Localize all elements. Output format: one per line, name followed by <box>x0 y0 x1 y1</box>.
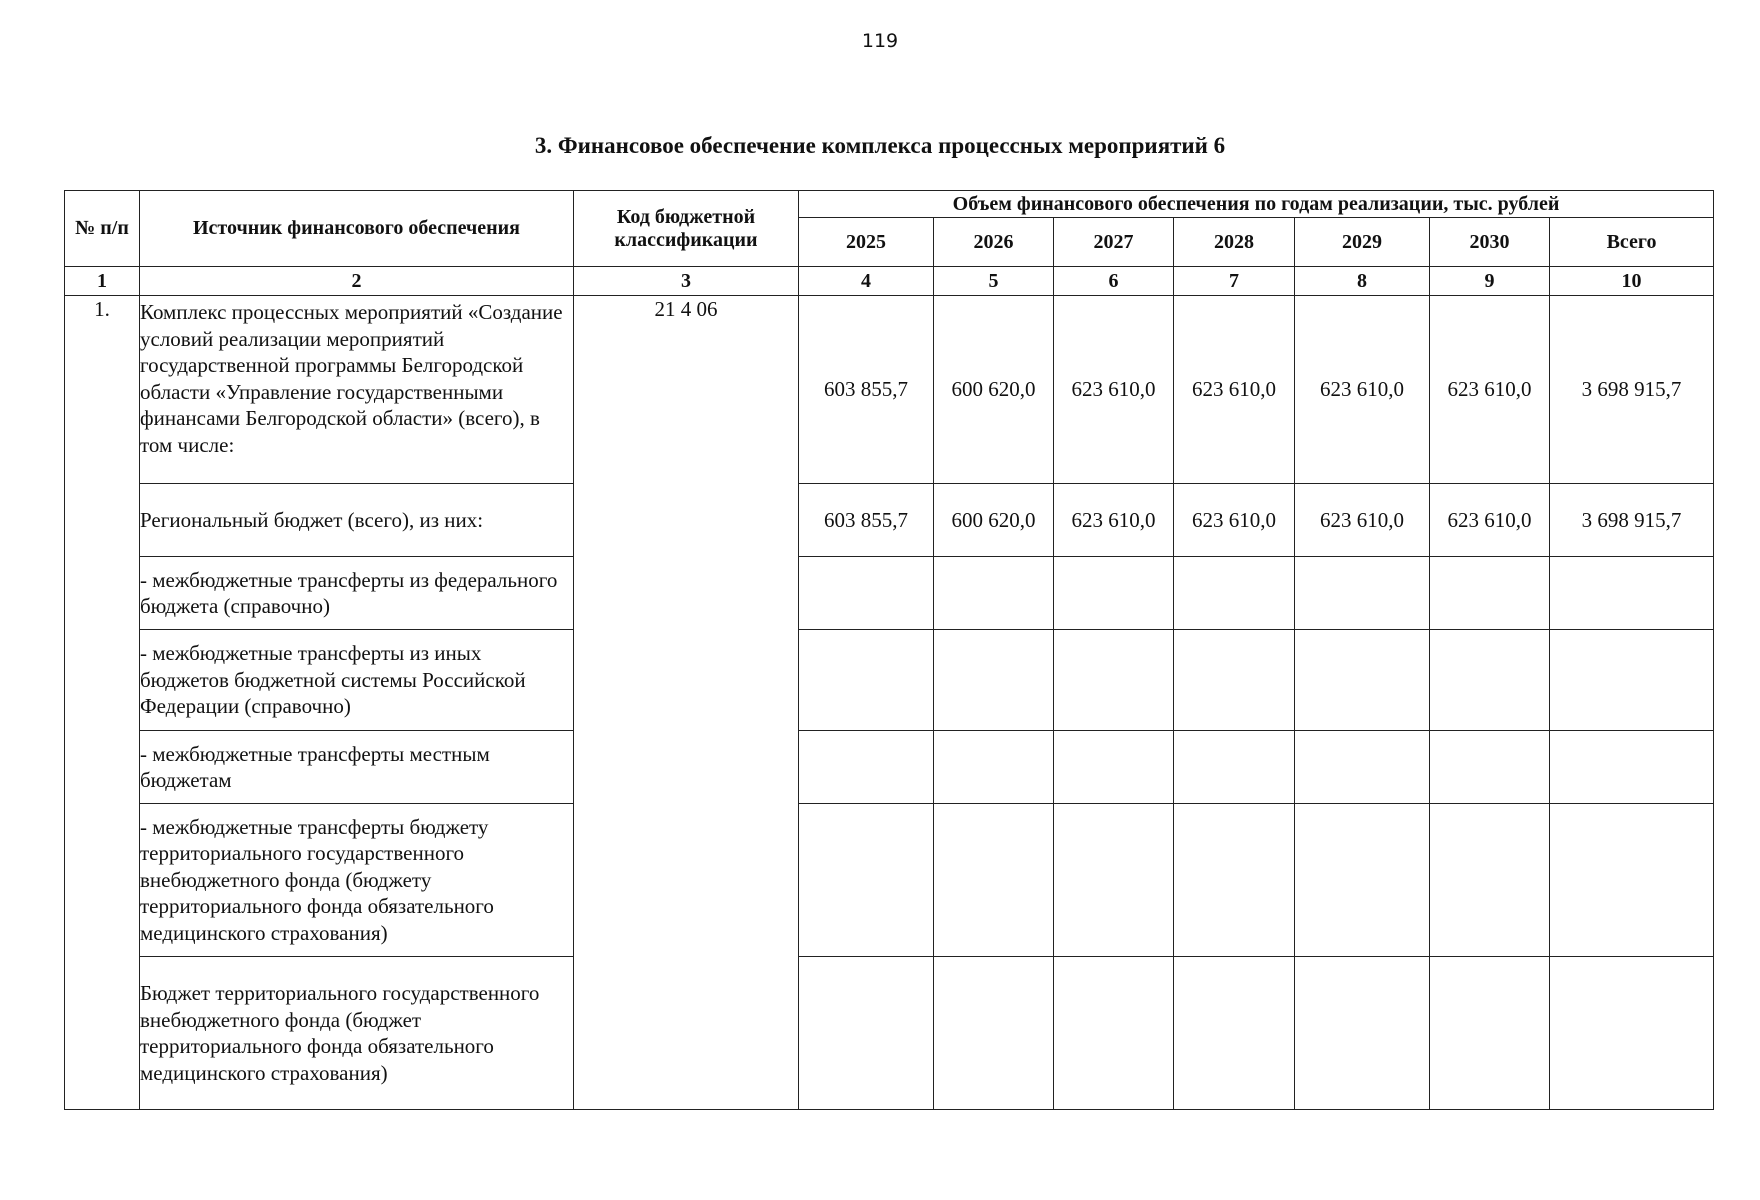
value-cell: 603 855,7 <box>799 484 934 557</box>
column-number: 1 <box>65 267 140 296</box>
value-cell: 623 610,0 <box>1054 296 1174 484</box>
column-number: 10 <box>1550 267 1714 296</box>
value-cell <box>1174 731 1295 804</box>
value-cell <box>799 957 934 1110</box>
header-year: 2026 <box>934 218 1054 267</box>
section-title: 3. Финансовое обеспечение комплекса процессных мероприятий 6 <box>534 133 1226 158</box>
value-cell: 600 620,0 <box>934 484 1054 557</box>
total-cell <box>1550 557 1714 630</box>
value-cell <box>1430 557 1550 630</box>
table-row <box>65 957 1714 1110</box>
total-cell <box>1550 804 1714 957</box>
value-cell <box>1430 630 1550 731</box>
value-cell: 600 620,0 <box>934 296 1054 484</box>
column-number: 9 <box>1430 267 1550 296</box>
source-cell: - межбюджетные трансферты из иных бюджетов бюджетной системы Российской Федерации (справочно) <box>140 630 574 731</box>
total-cell <box>1550 957 1714 1110</box>
source-cell: - межбюджетные трансферты бюджету территориального государственного внебюджетного фонда (бюджету территориального фонда обязательного медицинского страхования) <box>140 804 574 957</box>
value-cell <box>1054 804 1174 957</box>
value-cell <box>1430 804 1550 957</box>
source-cell: - межбюджетные трансферты из федерального бюджета (справочно) <box>140 557 574 630</box>
column-number: 8 <box>1295 267 1430 296</box>
total-cell: 3 698 915,7 <box>1550 484 1714 557</box>
value-cell <box>1430 731 1550 804</box>
header-source: Источник финансового обеспечения <box>140 191 574 267</box>
value-cell <box>1295 557 1430 630</box>
value-cell <box>934 731 1054 804</box>
header-year: 2029 <box>1295 218 1430 267</box>
table-row <box>65 484 1714 557</box>
value-cell: 603 855,7 <box>799 296 934 484</box>
header-row-top <box>65 191 1714 218</box>
header-year: 2025 <box>799 218 934 267</box>
source-cell: Бюджет территориального государственного внебюджетного фонда (бюджет территориального фонда обязательного медицинского страхования) <box>140 957 574 1110</box>
column-number-row <box>65 267 1714 296</box>
table-row <box>65 557 1714 630</box>
value-cell <box>1295 804 1430 957</box>
header-year: 2027 <box>1054 218 1174 267</box>
value-cell <box>1054 630 1174 731</box>
value-cell <box>1295 957 1430 1110</box>
table-row <box>65 296 1714 484</box>
value-cell: 623 610,0 <box>1295 296 1430 484</box>
column-number: 6 <box>1054 267 1174 296</box>
total-cell <box>1550 630 1714 731</box>
value-cell <box>1054 731 1174 804</box>
source-cell: Региональный бюджет (всего), из них: <box>140 484 574 557</box>
row-number: 1. <box>65 296 140 1110</box>
source-cell: Комплекс процессных мероприятий «Создание условий реализации мероприятий государственной программы Белгородской области «Управление государственными финансами Белгородской области» (всего), в том числе: <box>140 296 574 484</box>
financing-table <box>64 190 1714 1110</box>
table-row <box>65 731 1714 804</box>
value-cell: 623 610,0 <box>1174 484 1295 557</box>
total-cell <box>1550 731 1714 804</box>
header-num: № п/п <box>65 191 140 267</box>
value-cell <box>1174 957 1295 1110</box>
table-row <box>65 804 1714 957</box>
value-cell: 623 610,0 <box>1174 296 1295 484</box>
table-row <box>65 630 1714 731</box>
value-cell <box>799 630 934 731</box>
header-year: 2030 <box>1430 218 1550 267</box>
value-cell <box>1054 557 1174 630</box>
value-cell <box>1295 731 1430 804</box>
page-number: 119 <box>861 30 899 52</box>
value-cell <box>799 557 934 630</box>
value-cell <box>1174 630 1295 731</box>
column-number: 5 <box>934 267 1054 296</box>
header-volume: Объем финансового обеспечения по годам реализации, тыс. рублей <box>799 191 1714 218</box>
value-cell: 623 610,0 <box>1295 484 1430 557</box>
value-cell <box>1054 957 1174 1110</box>
value-cell: 623 610,0 <box>1054 484 1174 557</box>
source-cell: - межбюджетные трансферты местным бюджетам <box>140 731 574 804</box>
column-number: 4 <box>799 267 934 296</box>
value-cell <box>799 731 934 804</box>
value-cell: 623 610,0 <box>1430 484 1550 557</box>
value-cell <box>934 630 1054 731</box>
value-cell <box>1295 630 1430 731</box>
value-cell <box>799 804 934 957</box>
budget-code: 21 4 06 <box>574 296 799 1110</box>
value-cell <box>934 557 1054 630</box>
value-cell <box>934 957 1054 1110</box>
total-cell: 3 698 915,7 <box>1550 296 1714 484</box>
value-cell <box>1174 557 1295 630</box>
value-cell: 623 610,0 <box>1430 296 1550 484</box>
header-total: Всего <box>1550 218 1714 267</box>
value-cell <box>1174 804 1295 957</box>
column-number: 7 <box>1174 267 1295 296</box>
header-code: Код бюджетной классификации <box>574 191 799 267</box>
header-year: 2028 <box>1174 218 1295 267</box>
value-cell <box>1430 957 1550 1110</box>
column-number: 2 <box>140 267 574 296</box>
value-cell <box>934 804 1054 957</box>
column-number: 3 <box>574 267 799 296</box>
